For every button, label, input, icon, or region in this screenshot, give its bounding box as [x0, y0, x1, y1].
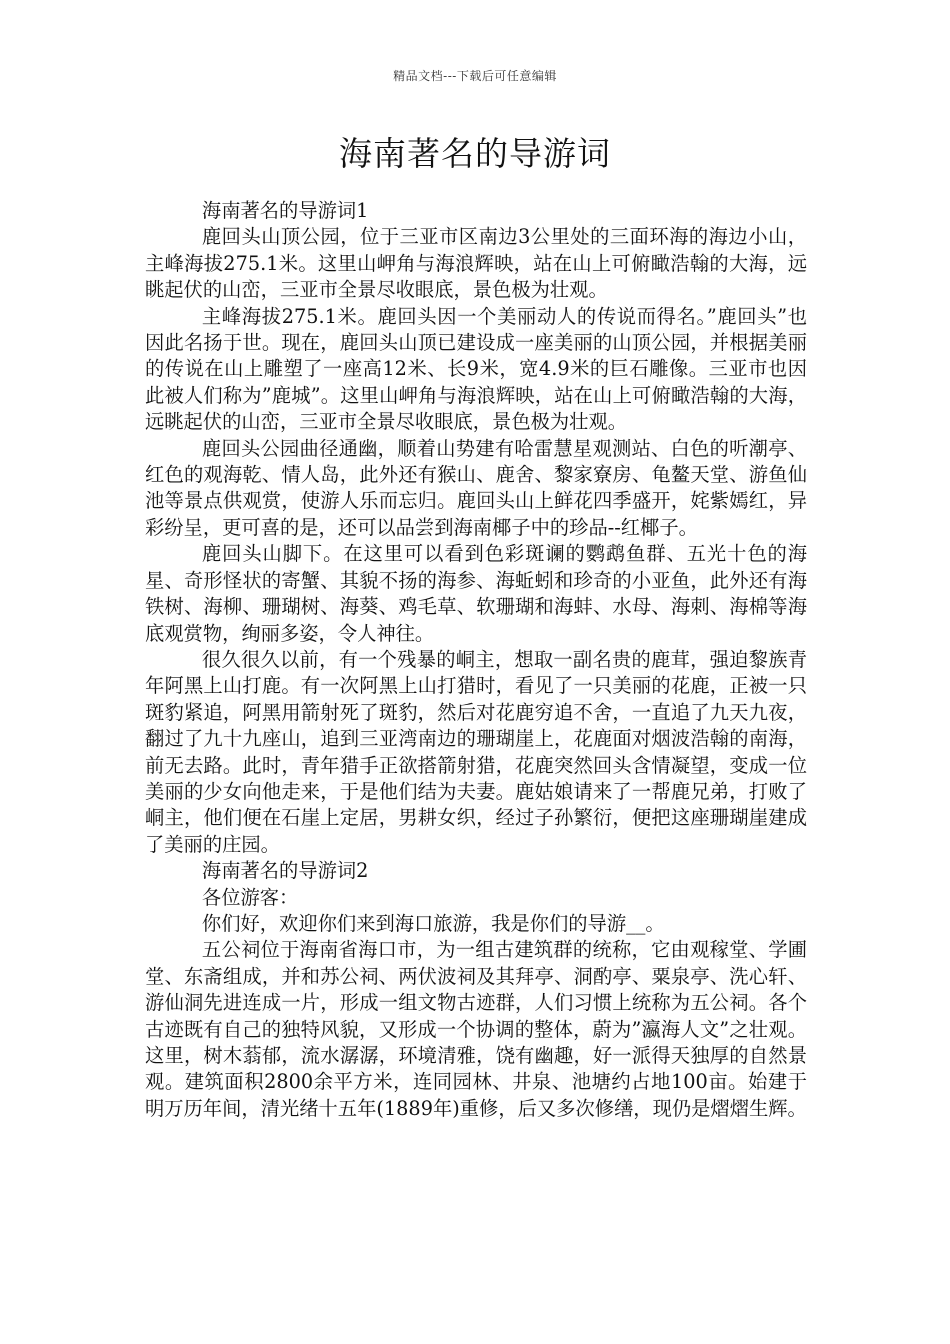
paragraph: 很久很久以前，有一个残暴的峒主，想取一副名贵的鹿茸，强迫黎族青年阿黑上山打鹿。有一次阿黑上山打猎时，看见了一只美丽的花鹿，正被一只斑豹紧追，阿黑用箭射死了斑豹，然后对花鹿穷追不舍，一直追了九天九夜，翻过了九十九座山，追到三亚湾南边的珊瑚崖上，花鹿面对烟波浩翰的南海，前无去路。此时，青年猎手正欲搭箭射猎，花鹿突然回头含情凝望，变成一位美丽的少女向他走来，于是他们结为夫妻。鹿姑娘请来了一帮鹿兄弟，打败了峒主，他们便在石崖上定居，男耕女织，经过子孙繁衍，便把这座珊瑚崖建成了美丽的庄园。: [145, 647, 807, 856]
greeting: 各位游客：: [201, 885, 299, 909]
section-heading-2: 海南著名的导游词2: [201, 859, 369, 883]
paragraph: 五公祠位于海南省海口市，为一组古建筑群的统称，它由观稼堂、学圃堂、东斋组成，并和苏公祠、两伏波祠及其拜亭、洞酌亭、粟泉亭、洗心轩、游仙洞先进连成一片，形成一组文物古迹群，人们习惯上统称为五公祠。各个古迹既有自己的独特风貌，又形成一个协调的整体，蔚为”瀛海人文”之壮观。这里，树木蓊郁，流水潺潺，环境清雅，饶有幽趣，好一派得天独厚的自然景观。建筑面积2800余平方米，连同园林、井泉、池塘约占地100亩。始建于明万历年间，清光绪十五年(1889年)重修，后又多次修缮，现仍是熠熠生辉。: [145, 938, 807, 1120]
section-heading-1: 海南著名的导游词1: [201, 199, 369, 222]
document-body: [145, 198, 807, 1122]
paragraph: 鹿回头山脚下。在这里可以看到色彩斑谰的鹦鹉鱼群、五光十色的海星、奇形怪状的寄蟹、其貌不扬的海参、海蚯蚓和珍奇的小亚鱼，此外还有海铁树、海柳、珊瑚树、海葵、鸡毛草、软珊瑚和海蚌、水母、海刺、海棉等海底观赏物，绚丽多姿，令人神往。: [145, 542, 807, 645]
document-title: 海南著名的导游词: [339, 134, 611, 173]
paragraph: 鹿回头公园曲径通幽，顺着山势建有哈雷慧星观测站、白色的听潮亭、红色的观海乾、情人岛，此外还有猴山、鹿舍、黎家寮房、龟鳌天堂、游鱼仙池等景点供观赏，使游人乐而忘归。鹿回头山上鲜花四季盛开，姹紫嫣红，异彩纷呈，更可喜的是，还可以品尝到海南椰子中的珍品--红椰子。: [145, 436, 807, 539]
paragraph: 你们好，欢迎你们来到海口旅游，我是你们的导游__。: [201, 911, 665, 935]
paragraph: 主峰海拔275.1米。鹿回头因一个美丽动人的传说而得名。”鹿回头”也因此名扬于世。现在，鹿回头山顶已建设成一座美丽的山顶公园，并根据美丽的传说在山上雕塑了一座高12米、长9米，宽4.9米的巨石雕像。三亚市也因此被人们称为”鹿城”。这里山岬角与海浪辉映，站在山上可俯瞰浩翰的大海，远眺起伏的山峦，三亚市全景尽收眼底，景色极为壮观。: [145, 304, 807, 434]
paragraph: 鹿回头山顶公园，位于三亚市区南边3公里处的三面环海的海边小山，主峰海拔275.1米。这里山岬角与海浪辉映，站在山上可俯瞰浩翰的大海，远眺起伏的山峦，三亚市全景尽收眼底，景色极为壮观。: [145, 225, 807, 302]
header-note: 精品文档---下载后可任意编辑: [393, 69, 557, 83]
